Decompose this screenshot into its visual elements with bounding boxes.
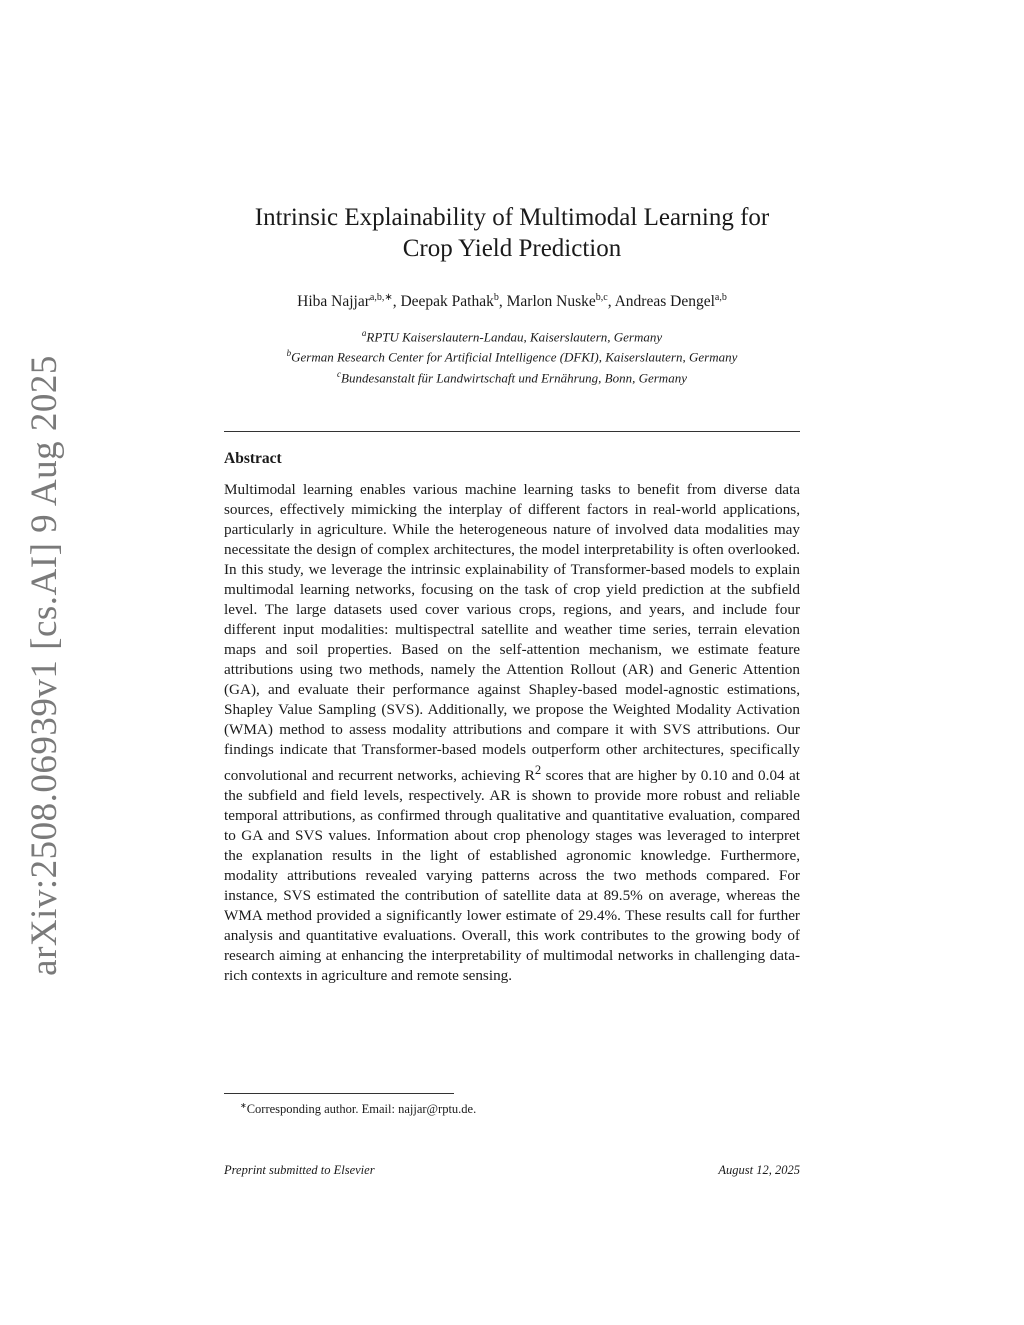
- author: [507, 293, 615, 310]
- author-separator: ,: [607, 293, 615, 311]
- paper-title: [224, 202, 800, 264]
- affiliation-text: German Research Center for Artificial Intelligence (DFKI), Kaiserslautern, Germany: [291, 349, 738, 365]
- author-separator: ,: [392, 293, 401, 311]
- affiliation: [224, 325, 800, 345]
- preprint-notice: Preprint submitted to Elsevier: [224, 1163, 375, 1177]
- author-affil-marks: a,b: [714, 292, 727, 303]
- affiliation: [224, 345, 800, 365]
- author-list: [224, 288, 800, 312]
- author-name: Hiba Najjar: [297, 293, 370, 311]
- affiliation-text: RPTU Kaiserslautern-Landau, Kaiserslautern, Germany: [366, 329, 663, 345]
- author-affil-marks: b: [493, 292, 499, 303]
- footnote-text: Corresponding author. Email: najjar@rptu.de.: [246, 1102, 477, 1117]
- affiliation-mark: c: [337, 368, 342, 379]
- author-separator: ,: [498, 293, 507, 311]
- footnote-divider: [224, 1093, 454, 1094]
- affiliation-list: [224, 325, 800, 386]
- title-line-1: Intrinsic Explainability of Multimodal Learning for: [254, 204, 770, 231]
- author: [400, 293, 506, 310]
- author-affil-marks: b,c: [595, 292, 608, 303]
- author-affil-marks: a,b,∗: [369, 292, 393, 303]
- affiliation: [224, 366, 800, 386]
- abstract-text-part-1: Multimodal learning enables various machine learning tasks to benefit from diverse data sources, effectively mimicking the interplay of different factors in real-world applications, particularly in agriculture. While the heterogeneous nature of involved data modalities may necessitate the design of complex architectures, the model interpretability is often overlooked. In this study, we leverage the intrinsic explainability of Transformer-based models to explain multimodal learning networks, focusing on the task of crop yield prediction at the subfield level. The large datasets used cover various crops, regions, and years, and include four different input modalities: multispectral satellite and weather time series, terrain elevation maps and soil properties. Based on the self-attention mechanism, we estimate feature attributions using two methods, namely the Attention Rollout (AR) and Generic Attention (GA), and evaluate their performance against Shapley-based model-agnostic estimations, Shapley Value Sampling (SVS). Additionally, we propose the Weighted Modality Activation (WMA) method to assess modality attributions and compare it with SVS attributions. Our findings indicate that Transformer-based models outperform other architectures, specifically convolutional and recurrent networks, achieving R: [224, 481, 800, 785]
- abstract-heading: Abstract: [224, 450, 282, 467]
- title-line-2: Crop Yield Prediction: [402, 235, 622, 262]
- author: [297, 293, 400, 310]
- arxiv-identifier-text: arXiv:2508.06939v1 [cs.AI] 9 Aug 2025: [23, 354, 65, 976]
- affiliation-mark: b: [286, 348, 292, 359]
- abstract-top-divider: [224, 431, 800, 432]
- author: [615, 293, 727, 310]
- author-name: Andreas Dengel: [614, 293, 715, 311]
- abstract-text-part-2: scores that are higher by 0.10 and 0.04 at the subfield and field levels, respectively. AR is shown to provide more robust and reliable temporal attributions, as confirmed through qualitative and quantitative evaluation, compared to GA and SVS values. Information about crop phenology stages was leveraged to interpret the explanation results in the light of established agronomic knowledge. Furthermore, modality attributions revealed varying patterns across the two methods compared. For instance, SVS estimated the contribution of satellite data at 89.5% on average, whereas the WMA method provided a significantly lower estimate of 29.4%. These results call for further analysis and quantitative evaluations. Overall, this work contributes to the growing body of research aiming at enhancing the interpretability of multimodal networks in challenging data-rich contexts in agriculture and remote sensing.: [224, 767, 800, 985]
- affiliation-text: Bundesanstalt für Landwirtschaft und Ernährung, Bonn, Germany: [341, 369, 687, 385]
- author-name: Marlon Nuske: [506, 293, 596, 311]
- footnote-mark: ∗: [240, 1101, 247, 1110]
- author-name: Deepak Pathak: [400, 293, 494, 311]
- arxiv-identifier-stamp: [10, 354, 78, 976]
- preprint-date: August 12, 2025: [718, 1163, 800, 1177]
- affiliation-mark: a: [361, 328, 367, 338]
- r-squared-superscript: 2: [534, 763, 542, 777]
- corresponding-author-footnote: [240, 1098, 476, 1117]
- abstract-text: [224, 480, 800, 986]
